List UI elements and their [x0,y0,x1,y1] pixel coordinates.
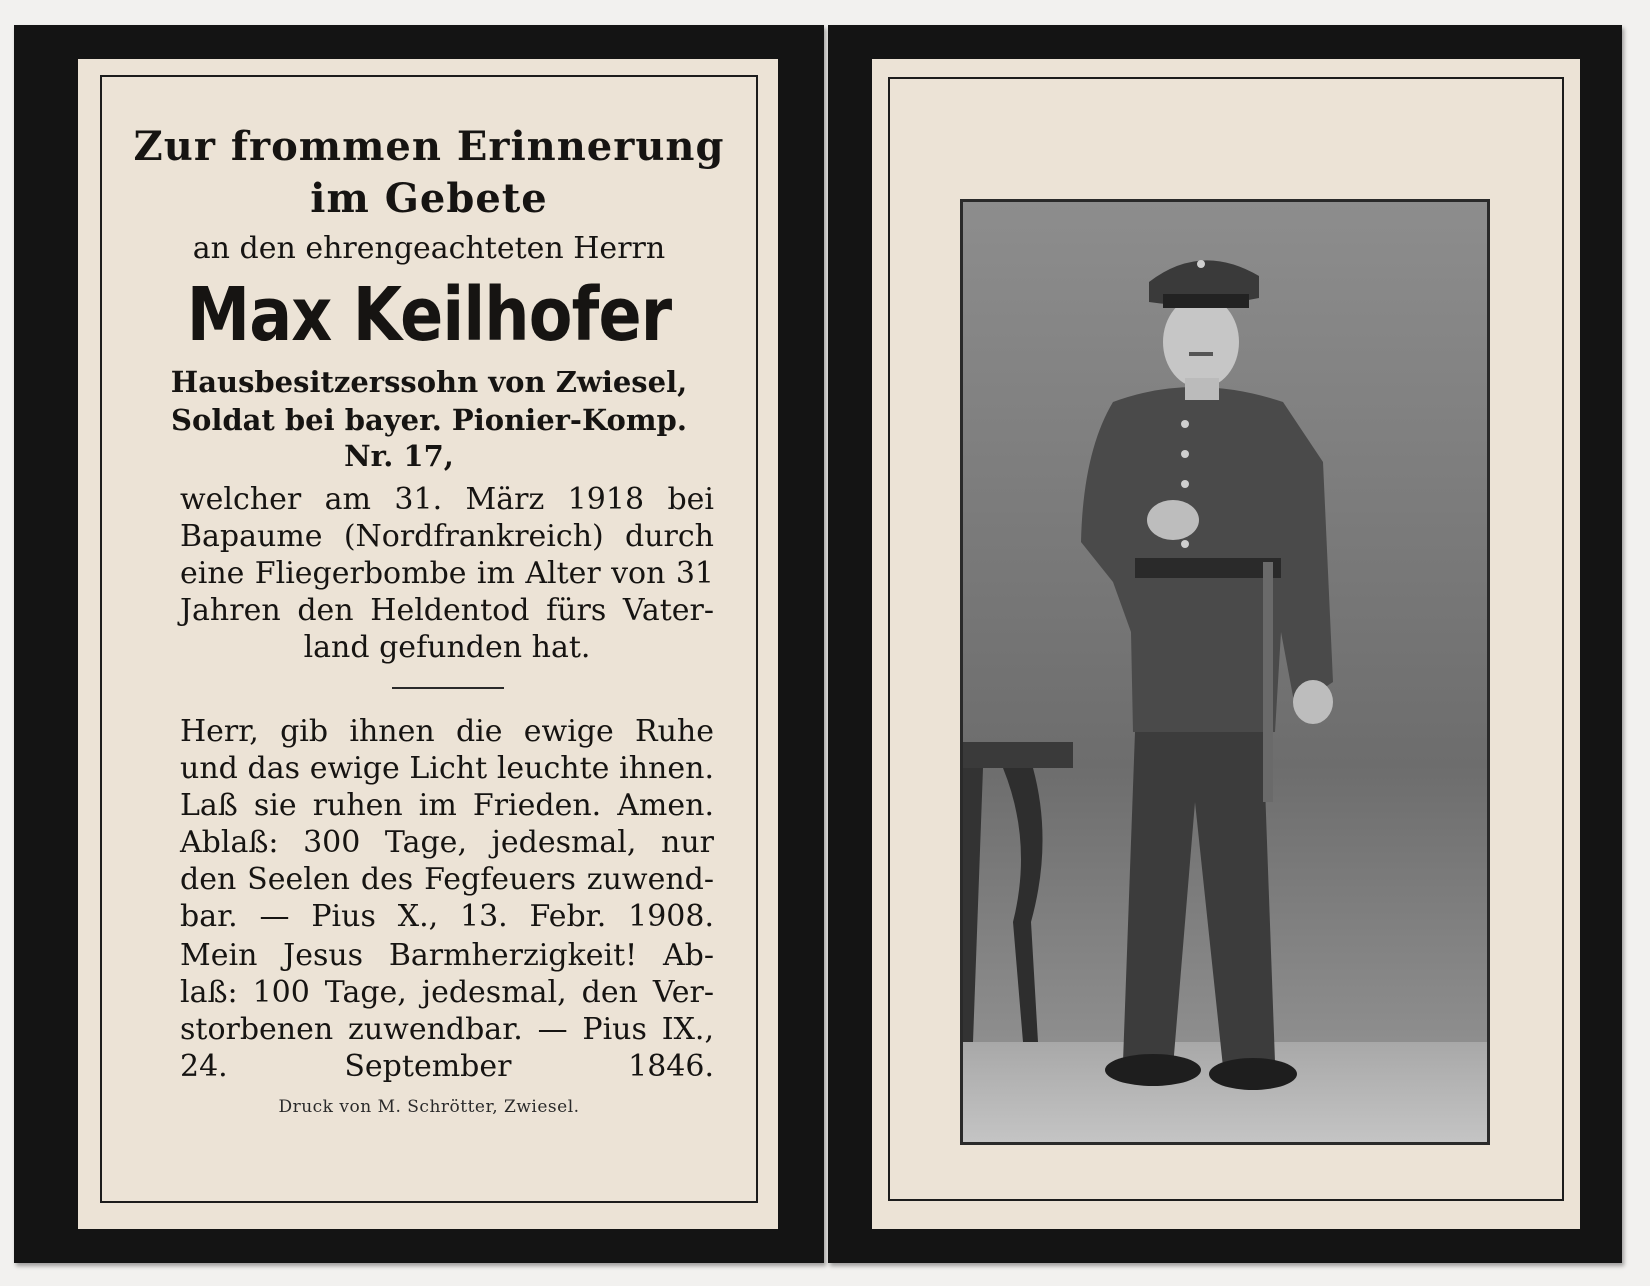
subtitle-line-2: Soldat bei bayer. Pionier-Komp. [171,403,687,437]
portrait-illustration [963,202,1487,1142]
soldier-portrait-photo [960,199,1490,1145]
left-inner-frame [100,75,758,1203]
left-card-panel [14,25,824,1263]
divider-rule [392,687,504,689]
subtitle-line-3: Nr. 17, [344,439,454,473]
deceased-name: Max Keilhofer [186,272,672,358]
death-notice: welcher am 31. März 1918 bei Bapaume (Nordfrankreich) durch eine Fliegerbombe im Alter von 31 Jahren den Heldentod fürs Vater- land gefunden hat. [180,482,714,665]
title-line-2: im Gebete [310,175,548,222]
prayer-eternal-rest: Herr, gib ihnen die ewige Ruhe und das ewige Licht leuchte ihnen. Laß sie ruhen im Frieden. Amen. Ablaß: 300 Tage, jedesmal, nur den Seelen des Fegfeuers zuwend- bar. — Pius X., 13. Febr. 1908. [180,714,714,934]
left-paper [78,59,778,1229]
prayer-mercy: Mein Jesus Barmherzigkeit! Ab- laß: 100 Tage, jedesmal, den Ver- storbenen zuwendbar. — Pius IX., 24. September 1846. [180,938,714,1084]
intro-line: an den ehrengeachteten Herrn [192,231,666,266]
right-paper [872,59,1580,1229]
right-card-panel [828,25,1622,1263]
title-line-1: Zur frommen Erinnerung [133,123,725,170]
subtitle-line-1: Hausbesitzerssohn von Zwiesel, [170,365,688,399]
printer-credit: Druck von M. Schrötter, Zwiesel. [278,1097,580,1117]
right-inner-frame [888,77,1564,1201]
